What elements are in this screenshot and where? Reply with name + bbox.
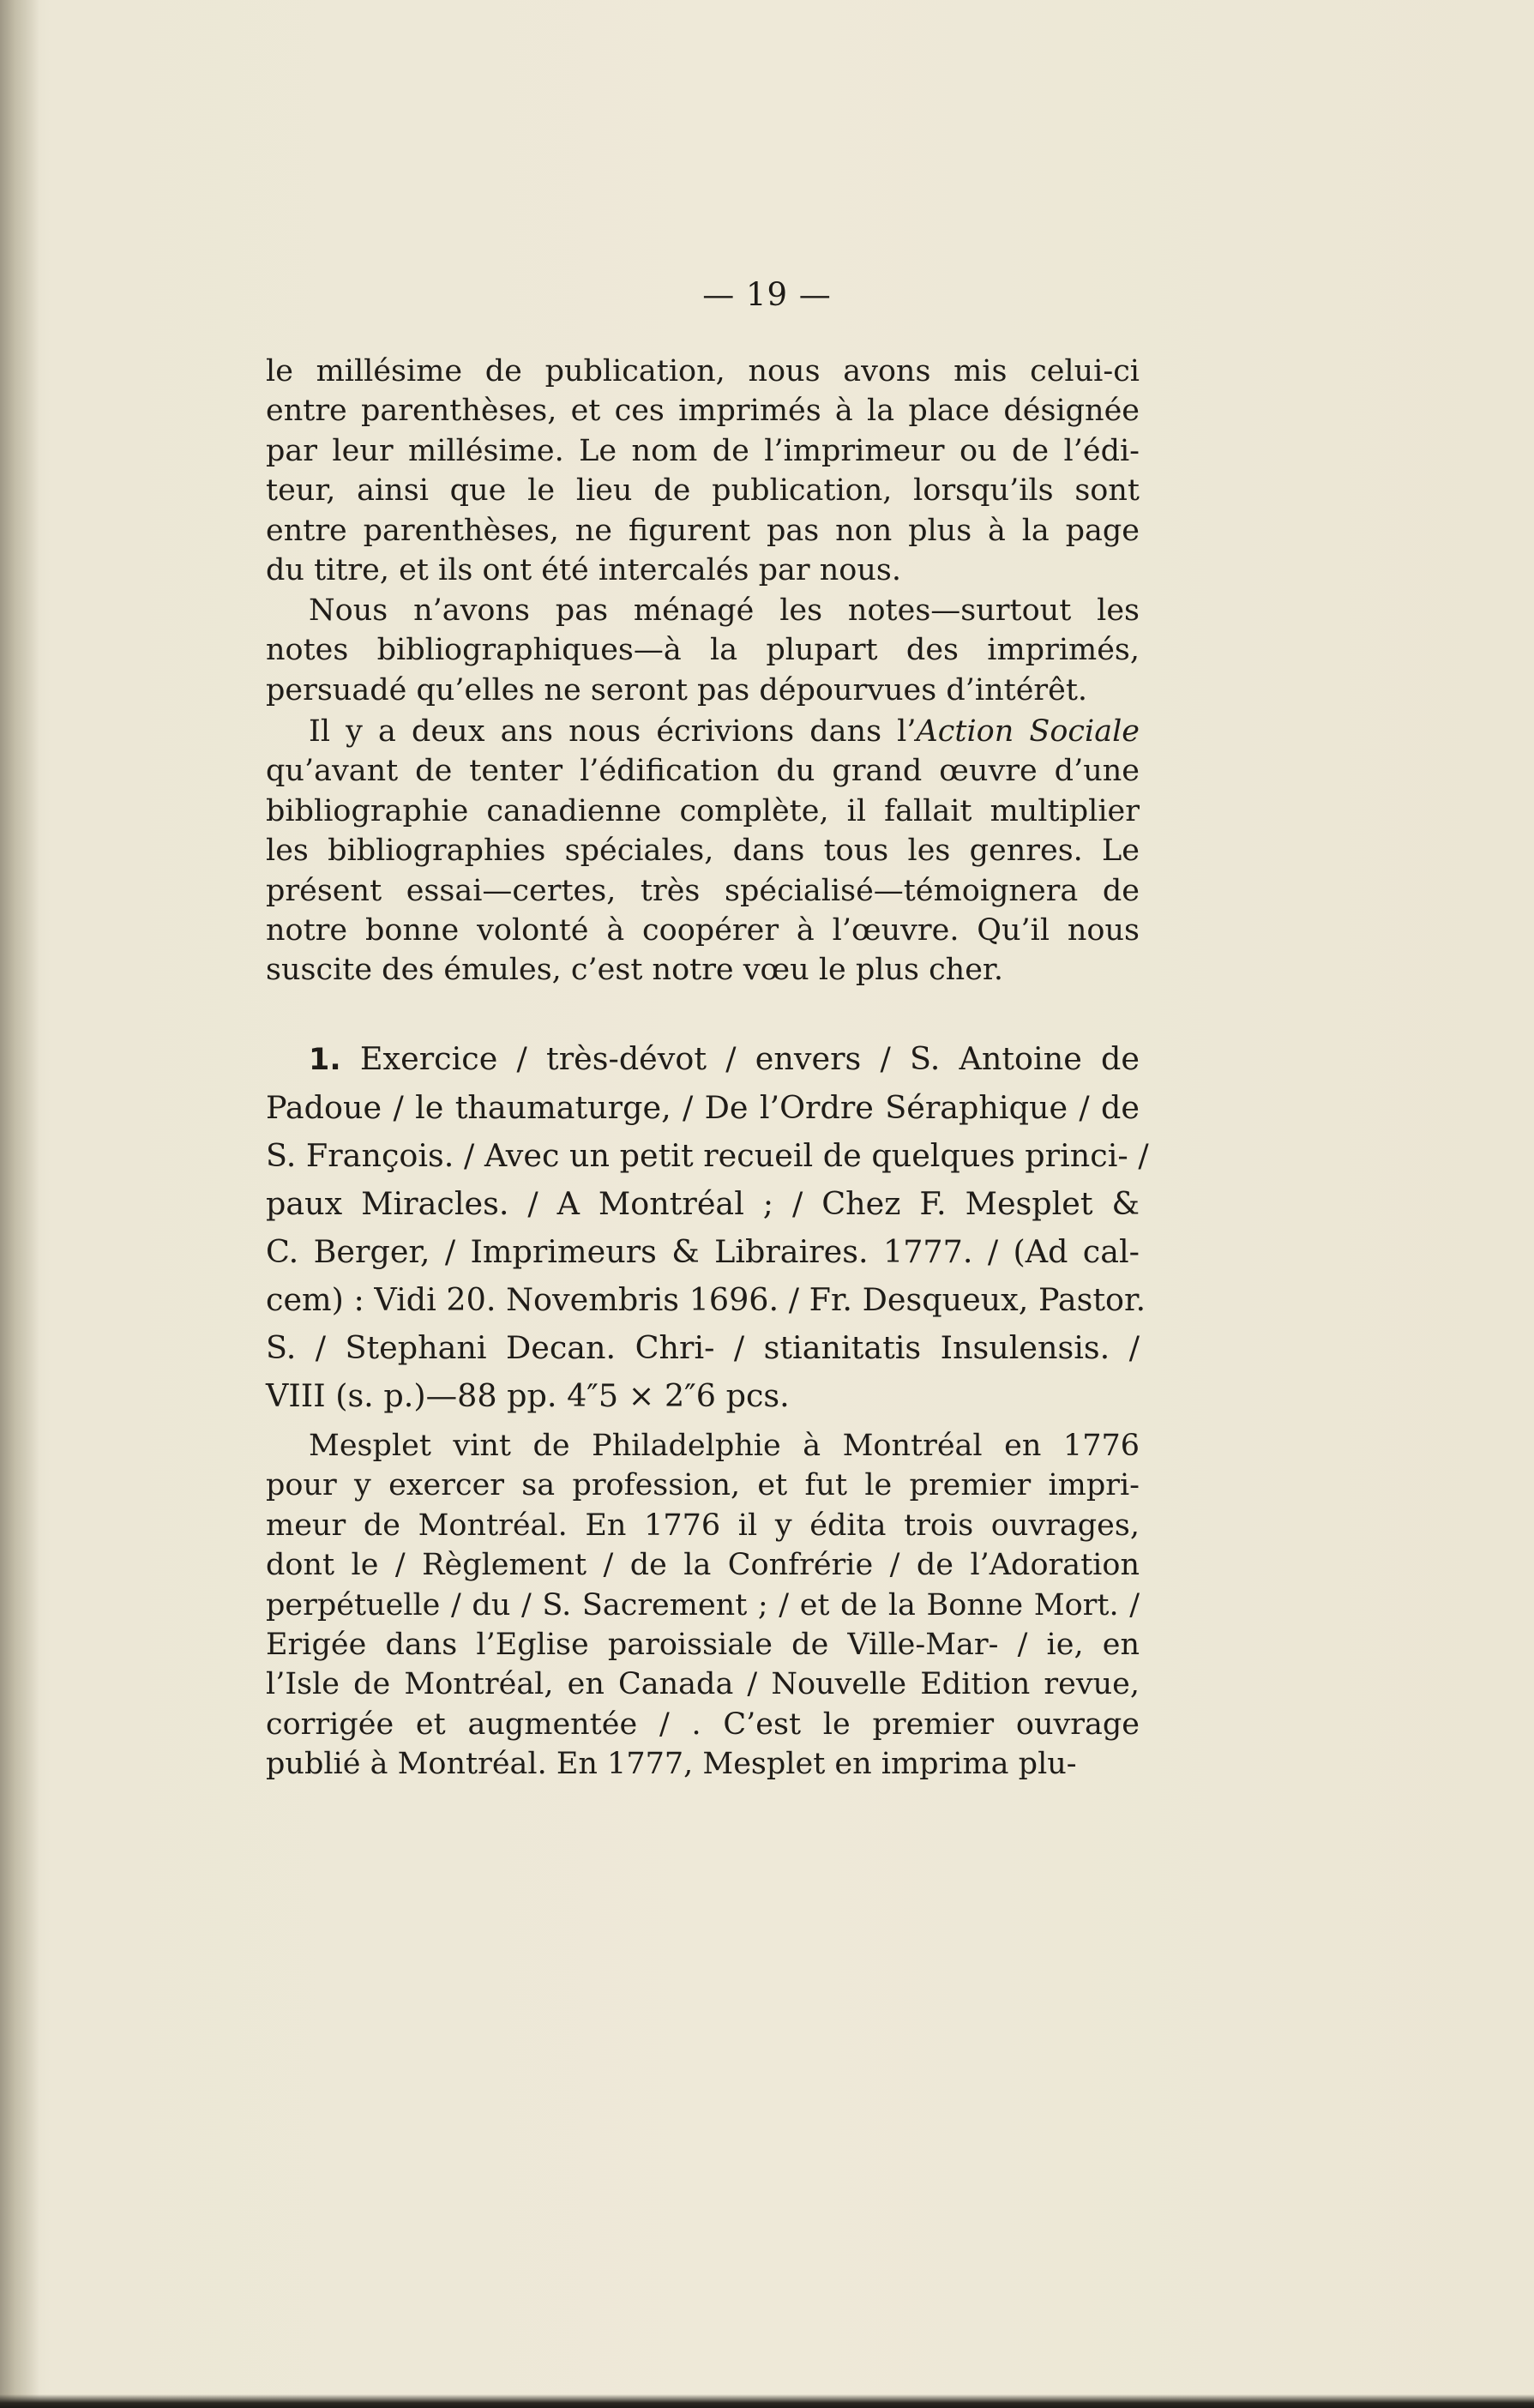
text-line: paux Miracles. / A Montréal ; / Chez F. Mesplet &: [266, 1185, 1140, 1222]
text-line: C. Berger, / Imprimeurs & Libraires. 1777. / (Ad cal-: [266, 1233, 1140, 1270]
text-line: suscite des émules, c’est notre vœu le plus cher.: [266, 953, 1003, 988]
journal-title: Action Sociale: [916, 714, 1140, 749]
text-line: par leur millésime. Le nom de l’imprimeur ou de l’édi-: [266, 433, 1140, 468]
intro-paragraph-1: [266, 352, 1140, 590]
text-line: cem) : Vidi 20. Novembris 1696. / Fr. Desqueux, Pastor.: [266, 1281, 1146, 1318]
text-line: teur, ainsi que le lieu de publication, lorsqu’ils sont: [266, 473, 1140, 509]
text-line: publié à Montréal. En 1777, Mesplet en imprima plu-: [266, 1747, 1077, 1782]
text-line: corrigée et augmentée / . C’est le premier ouvrage: [266, 1707, 1140, 1742]
page-bottom-edge: [0, 2394, 1534, 2408]
text-line: persuadé qu’elles ne seront pas dépourvues d’intérêt.: [266, 672, 1088, 707]
text-line: entre parenthèses, et ces imprimés à la place désignée: [266, 394, 1140, 429]
text-line: S. / Stephani Decan. Chri- / stianitatis Insulensis. /: [266, 1329, 1140, 1366]
text-line: notre bonne volonté à coopérer à l’œuvre. Qu’il nous: [266, 913, 1140, 948]
text-line: les bibliographies spéciales, dans tous les genres. Le: [266, 834, 1140, 869]
text-line: l’Isle de Montréal, en Canada / Nouvelle Edition revue,: [266, 1667, 1140, 1702]
text-line: le millésime de publication, nous avons mis celui-ci: [266, 354, 1140, 388]
text-line: perpétuelle / du / S. Sacrement ; / et de la Bonne Mort. /: [266, 1587, 1140, 1622]
text-line: S. François. / Avec un petit recueil de quelques princi- /: [266, 1137, 1149, 1174]
intro-paragraph-3: [266, 712, 1140, 990]
text-fragment: Il y a deux ans nous écrivions dans l’: [309, 714, 917, 749]
text-line: [266, 712, 1140, 751]
text-line: [266, 1035, 1140, 1084]
text-line: entre parenthèses, ne figurent pas non plus à la page: [266, 513, 1140, 548]
intro-paragraph-2: [266, 591, 1140, 710]
gutter-shadow: [0, 0, 39, 2408]
text-line: Mesplet vint de Philadelphie à Montréal en 1776: [309, 1429, 1140, 1463]
text-line: notes bibliographiques—à la plupart des imprimés,: [266, 633, 1140, 668]
bibliography-entry-1: [266, 1035, 1149, 1420]
text-line: du titre, et ils ont été intercalés par nous.: [266, 553, 901, 588]
text-line: Nous n’avons pas ménagé les notes—surtout les: [309, 593, 1140, 628]
text-line: Padoue / le thaumaturge, / De l’Ordre Séraphique / de: [266, 1089, 1140, 1126]
text-line: Erigée dans l’Eglise paroissiale de Ville-Mar- / ie, en: [266, 1628, 1140, 1663]
text-line: VIII (s. p.)—88 pp. 4″5 × 2″6 pcs.: [266, 1377, 790, 1414]
text-line: meur de Montréal. En 1776 il y édita trois ouvrages,: [266, 1508, 1140, 1543]
text-line: bibliographie canadienne complète, il fallait multiplier: [266, 793, 1140, 828]
text-fragment: Exercice / très-dévot / envers / S. Antoine de: [359, 1040, 1140, 1077]
entry-number: 1.: [309, 1043, 341, 1077]
page-number: — 19 —: [702, 276, 832, 313]
text-line: dont le / Règlement / de la Confrérie / de l’Adoration: [266, 1548, 1140, 1583]
text-line: présent essai—certes, très spécialisé—témoignera de: [266, 873, 1140, 908]
text-line: qu’avant de tenter l’édification du grand œuvre d’une: [266, 754, 1140, 789]
entry-1-commentary: [266, 1426, 1140, 1785]
text-line: pour y exercer sa profession, et fut le premier impri-: [266, 1468, 1140, 1503]
